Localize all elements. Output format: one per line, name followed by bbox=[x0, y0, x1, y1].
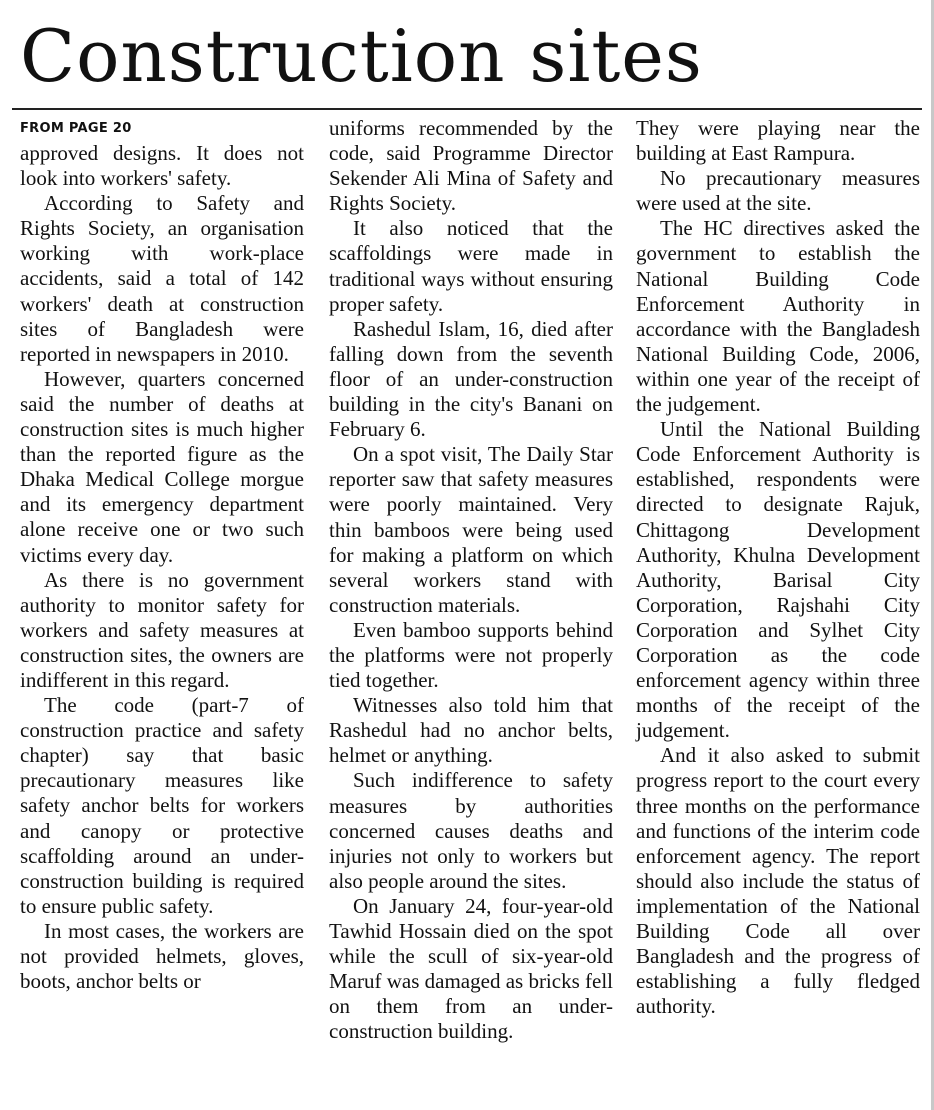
column-3 bbox=[636, 116, 920, 1019]
paragraph: However, quarters concerned said the number of deaths at construction sites is much higher than the reported figure as the Dhaka Medical College morgue and its emergency department alone receive one or two such victims every day. bbox=[20, 366, 304, 567]
paragraph: Witnesses also told him that Rashedul had no anchor belts, helmet or anything. bbox=[329, 693, 613, 768]
column-1 bbox=[20, 116, 304, 994]
paragraph: Rashedul Islam, 16, died after falling down from the seventh floor of an under-construction building in the city's Banani on February 6. bbox=[329, 316, 613, 442]
paragraph: The code (part-7 of construction practice and safety chapter) say that basic precautionary measures like safety anchor belts for workers and canopy or protective scaffolding around an under-construction building is required to ensure public safety. bbox=[20, 693, 304, 918]
headline-rule bbox=[12, 108, 922, 110]
paragraph: Such indifference to safety measures by authorities concerned causes deaths and injuries not only to workers but also people around the sites. bbox=[329, 768, 613, 893]
paragraph: No precautionary measures were used at the site. bbox=[636, 166, 920, 216]
paragraph: According to Safety and Rights Society, an organisation working with work-place accidents, said a total of 142 workers' death at construction sites of Bangladesh were reported in newspapers in 2010. bbox=[20, 191, 304, 366]
paragraph: They were playing near the building at East Rampura. bbox=[636, 116, 920, 166]
kicker: FROM PAGE 20 bbox=[20, 121, 132, 136]
column-2 bbox=[329, 116, 613, 1044]
paragraph: uniforms recommended by the code, said Programme Director Sekender Ali Mina of Safety and Rights Society. bbox=[329, 116, 613, 216]
paragraph: In most cases, the workers are not provided helmets, gloves, boots, anchor belts or bbox=[20, 918, 304, 994]
headline: Construction sites bbox=[20, 14, 703, 98]
paragraph: As there is no government authority to monitor safety for workers and safety measures at construction sites, the owners are indifferent in this regard. bbox=[20, 567, 304, 692]
paragraph: approved designs. It does not look into workers' safety. bbox=[20, 141, 304, 191]
paragraph: Even bamboo supports behind the platforms were not properly tied together. bbox=[329, 617, 613, 693]
paragraph: Until the National Building Code Enforcement Authority is established, respondents were directed to designate Rajuk, Chittagong Development Authority, Khulna Development Authority, Barisal City Corporation, Rajshahi City Corporation and Sylhet City Corporation as the code enforcement agency within three months of the receipt of the judgement. bbox=[636, 417, 920, 743]
paragraph: The HC directives asked the government to establish the National Building Code Enforcement Authority in accordance with the Bangladesh National Building Code, 2006, within one year of the receipt of the judgement. bbox=[636, 216, 920, 417]
paragraph: It also noticed that the scaffoldings were made in traditional ways without ensuring proper safety. bbox=[329, 216, 613, 316]
paragraph: On a spot visit, The Daily Star reporter saw that safety measures were poorly maintained. Very thin bamboos were being used for making a platform on which several workers stand with construction materials. bbox=[329, 442, 613, 617]
paragraph: And it also asked to submit progress report to the court every three months on the performance and functions of the interim code enforcement agency. The report should also include the status of implementation of the National Building Code all over Bangladesh and the progress of establishing a fully fledged authority. bbox=[636, 743, 920, 1019]
paragraph: On January 24, four-year-old Tawhid Hossain died on the spot while the scull of six-year-old Maruf was damaged as bricks fell on them from an under-construction building. bbox=[329, 893, 613, 1044]
